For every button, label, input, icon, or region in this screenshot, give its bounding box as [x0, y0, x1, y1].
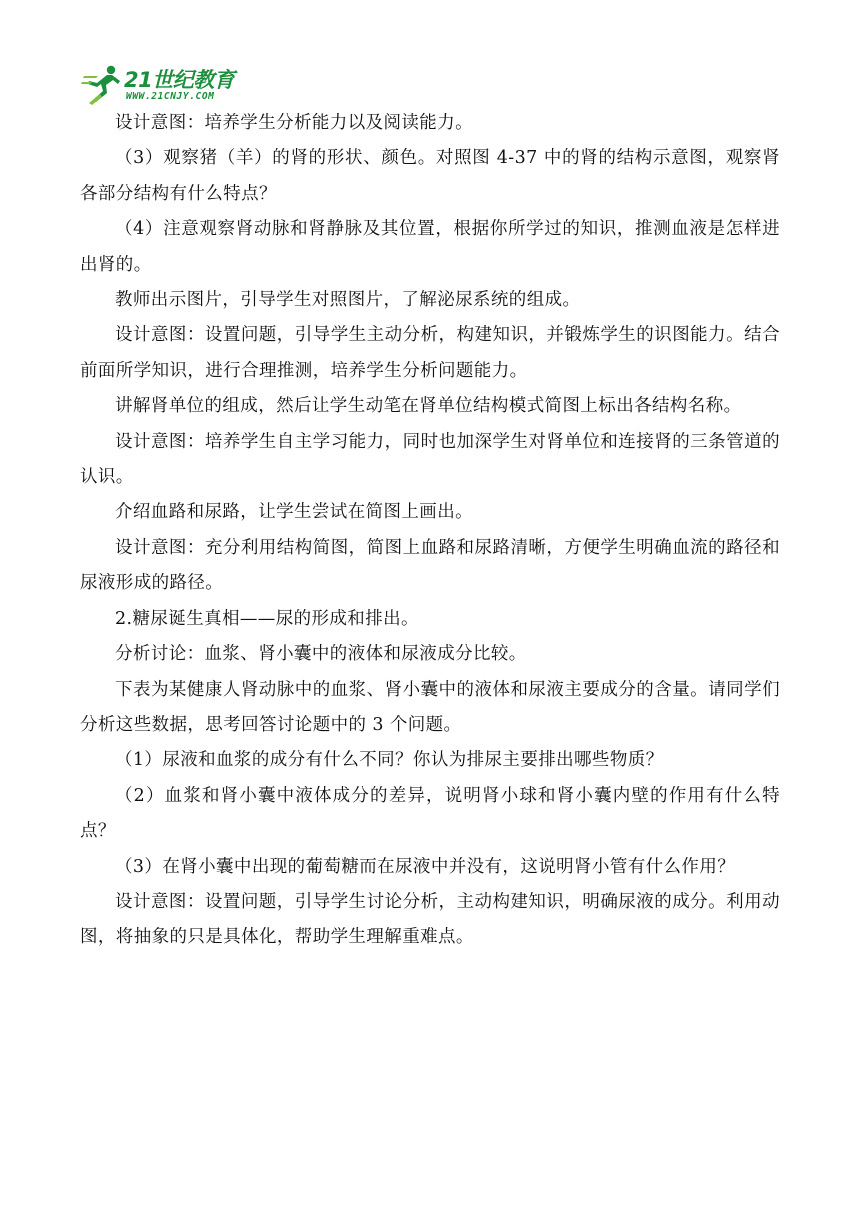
paragraph: （3）观察猪（羊）的肾的形状、颜色。对照图 4-37 中的肾的结构示意图，观察肾各部分结构有什么特点？: [80, 148, 780, 204]
paragraph: 下表为某健康人肾动脉中的血浆、肾小囊中的液体和尿液主要成分的含量。请同学们分析这些数据，思考回答讨论题中的 3 个问题。: [80, 679, 780, 735]
paragraph: 介绍血路和尿路，让学生尝试在简图上画出。: [115, 502, 473, 523]
running-person-icon: [80, 62, 124, 106]
question-2: （2）血浆和肾小囊中液体成分的差异，说明肾小球和肾小囊内壁的作用有什么特点？: [80, 785, 780, 842]
site-logo: [80, 62, 252, 108]
paragraph: 分析讨论：血浆、肾小囊中的液体和尿液成分比较。: [115, 644, 527, 665]
paragraph: 教师出示图片，引导学生对照图片，了解泌尿系统的组成。: [115, 290, 581, 311]
paragraph: 设计意图：培养学生自主学习能力，同时也加深学生对肾单位和连接肾的三条管道的认识。: [80, 431, 780, 488]
logo-url: WWW.21CNJY.COM: [126, 91, 215, 102]
paragraph: 设计意图：设置问题，引导学生讨论分析，主动构建知识，明确尿液的成分。利用动图，将抽象的只是具体化，帮助学生理解重难点。: [80, 891, 780, 948]
logo-text: 21世纪教育: [124, 68, 235, 92]
paragraph: （4）注意观察肾动脉和肾静脉及其位置，根据你所学过的知识，推测血液是怎样进出肾的。: [80, 219, 780, 275]
paragraph: 设计意图：培养学生分析能力以及阅读能力。: [115, 113, 473, 133]
paragraph: 讲解肾单位的组成，然后让学生动笔在肾单位结构模式简图上标出各结构名称。: [115, 396, 742, 417]
document-body: [80, 106, 780, 956]
question-3: （3）在肾小囊中出现的葡萄糖而在尿液中并没有，这说明肾小管有什么作用？: [115, 856, 736, 877]
paragraph: 设计意图：设置问题，引导学生主动分析，构建知识，并锻炼学生的识图能力。结合前面所学知识，进行合理推测，培养学生分析问题能力。: [80, 325, 780, 381]
paragraph: 设计意图：充分利用结构简图，简图上血路和尿路清晰，方便学生明确血流的路径和尿液形成的路径。: [80, 537, 780, 594]
question-1: （1）尿液和血浆的成分有什么不同？你认为排尿主要排出哪些物质？: [115, 750, 664, 771]
section-heading: 2.糖尿诞生真相——尿的形成和排出。: [115, 608, 419, 629]
